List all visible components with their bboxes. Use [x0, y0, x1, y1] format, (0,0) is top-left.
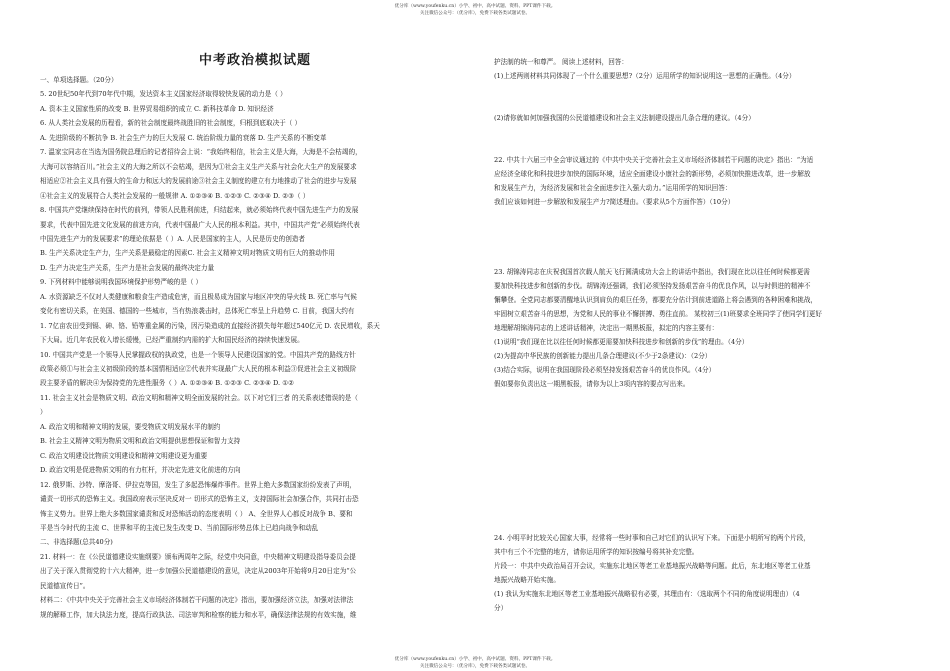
- text-line: 懈攀登。全党同志都要清醒地认识到肩负的艰巨任务，都要充分估计到前进道路上将会遇到的各种困难和挑战，: [494, 296, 818, 304]
- text-line: 5. 20世纪50年代到70年代中期，发达资本主义国家经济取得较快发展的动力是（ ）: [40, 90, 287, 99]
- text-line: 要加快科技进步和创新的步伐。胡锦涛还强调，我们必须坚持发扬艰苦奋斗的优良作风，以与时俱进的精神不: [494, 282, 811, 290]
- text-line: 1. 7亿亩农田受到镉、砷、铬、铅等重金属的污染，因污染造成的直接经济损失每年超过540亿元 D. 农民增收，系天: [40, 321, 380, 330]
- text-line: 护法制的统一和尊严。 阅读上述材料，回答：: [494, 58, 628, 66]
- text-line: 9. 下列材料中能够说明我国环境保护形势严峻的是（ ）: [40, 278, 203, 287]
- text-line: (3)结合实际，说明在我国现阶段必须坚持发扬艰苦奋斗的优良作风。（4分）: [494, 366, 716, 374]
- footer-line-1: 优分库（www.youfenku.cn）小学、初中、高中试题、资料、PPT课件下载。: [394, 657, 556, 662]
- text-line: 应经济全球化和科技进步加快的国际环境，适应全面建设小康社会的新形势，必须加快推进改革，进一步解放: [494, 170, 811, 178]
- text-line: 和发展生产力，为经济发展和社会全面进步注入强大动力。”运用所学的知识回答：: [494, 184, 732, 192]
- text-line: 牢固树立艰苦奋斗的思想，为党和人民的事业不懈拼搏、勇往直前。 某校初三(1)班要求全班同学了使同学们更好: [494, 310, 822, 318]
- text-line: 21. 材料一：在《公民道德建设实施纲要》颁布两周年之际，经党中央同意，中央精神文明建设指导委员会提: [40, 552, 356, 561]
- text-line: 分）: [494, 604, 508, 612]
- text-line: 地振兴战略开始实施。: [494, 576, 560, 584]
- exam-title: 中考政治模拟试题: [198, 53, 311, 68]
- text-line: B. 生产关系决定生产力，生产关系是最稳定的因素C. 社会主义精神文明对物质文明有巨大的推动作用: [40, 249, 335, 258]
- text-line: (2)为提高中华民族的创新能力提出几条合理建议(不少于2条建议)：（2分）: [494, 352, 712, 360]
- text-line: 10. 中国共产党是一个领导人民掌握政权的执政党，也是一个领导人民建设国家的党。中国共产党的路线方针: [40, 350, 356, 359]
- text-line: 假如要你负责出这一期黑板报，请你为以上3项内容的要点写出来。: [494, 380, 690, 388]
- text-line: 平是当今时代的主流 C、世界和平的主流已发生改变 D、当前国际形势总体上已趋向战争和动乱: [40, 523, 319, 532]
- text-line: D. 政治文明是促进物质文明的有力杠杆，并决定先进文化前进的方向: [40, 466, 241, 475]
- text-line: 24. 小明平时比较关心国家大事，经常将一些时事和自己对它们的认识写下来。下面是小明所写的两个片段，: [494, 534, 810, 542]
- text-line: B. 社会主义精神文明为物质文明和政治文明提供思想保证和智力支持: [40, 437, 241, 446]
- text-line: A. 水资源缺乏不仅对人类健康和粮食生产造成危害，而且极易成为国家与地区冲突的导火线 B. 死亡率与气候: [40, 292, 357, 301]
- page-header-watermark: [0, 3, 950, 17]
- text-line: 下大局。近几年农民收入增长缓慢，已经严重制约内需的扩大和国民经济的持续快速发展。: [40, 336, 304, 345]
- text-line: 片段一：中共中央政治局召开会议，实施东北地区等老工业基地振兴战略等问题。此后，东北地区等老工业基: [494, 562, 811, 570]
- text-line: 规的解释工作，加大执法力度，提高行政执法、司法审判和检察的能力和水平，确保法律法规的有效实施，维: [40, 610, 357, 619]
- text-line: 段主要矛盾的解决④为保持党的先进性服务（ ）A. ①②③④ B. ①②③ C. ②③④ D. ①②: [40, 379, 295, 388]
- text-line: 一、单项选择题。（20分）: [40, 76, 118, 84]
- text-line: 要求，代表中国先进文化发展的前进方向，代表中国最广大人民的根本利益。其中，中国共产党“必须始终代表: [40, 220, 360, 229]
- text-line: (1)上述两则材料共同体现了一个什么重要思想?（2分）运用所学的知识说明这一思想的正确性。（4分）: [494, 72, 796, 80]
- text-line: 我们应该如何进一步解放和发展生产力?简述理由。（要求从5个方面作答）（10分）: [494, 198, 735, 206]
- text-line: 出了关于深入贯彻党的十六大精神，进一步加强公民道德建设的意见，决定从2003年开始将9月20日定为“公: [40, 567, 357, 576]
- text-line: 变化有密切关系，在美国、德国的一些城市，当有热浪袭击时，总体死亡率呈上升趋势 C. 目前，我国大约有: [40, 307, 355, 316]
- text-line: (1) 我认为实施东北地区等老工业基地振兴战略很有必要，其理由有：（选取两个不同的角度说明理由）（4: [494, 590, 800, 598]
- text-line: 大海可以容纳百川。”社会主义的大海之所以不会枯竭，是因为①社会主义生产关系与社会化大生产的发展要求: [40, 162, 357, 171]
- text-line: 地理解胡锦涛同志的上述讲话精神，决定出一期黑板报，拟定的内容主要有：: [494, 324, 719, 332]
- text-line: 11. 社会主义社会是物质文明、政治文明和精神文明全面发展的社会。以下对它们三者 的关系表述错误的是（: [40, 393, 358, 402]
- header-line-1: 优分库（www.youfenku.cn）小学、初中、高中试题、资料、PPT课件下载。: [394, 4, 556, 9]
- text-line: C. 政治文明建设比物质文明建设和精神文明建设更为重要: [40, 451, 208, 460]
- text-line: 中国先进生产力的发展要求”的理论依据是（ ）A. 人民是国家的主人，人民是历史的创造者: [40, 234, 305, 243]
- text-line: 12. 俄罗斯、沙特、摩洛哥、伊拉克等国，发生了多起恐怖爆炸事件。世界上绝大多数国家纷纷发表了声明，: [40, 480, 356, 489]
- footer-line-2: 关注微信公众号：（优分库），免费下载各类试题试卷。: [419, 664, 531, 669]
- text-line: 7. 温家宝同志在当选为国务院总理后的记者招待会上说：“我始终相信，社会主义是大海，大海是不会枯竭的，: [40, 148, 362, 157]
- text-line: 8. 中国共产党继续保持在时代的前列，带领人民胜利前进，归结起来，就必须始终代表中国先进生产力的发展: [40, 206, 359, 215]
- page-footer-watermark: [0, 656, 950, 670]
- text-line: ）: [40, 408, 47, 417]
- text-line: 二、非选择题(总共40分): [40, 538, 113, 547]
- text-line: ④社会主义的发展符合人类社会发展的一般规律 A. ①②③④ B. ①②③ C. ②③④ D. ②③（ ）: [40, 191, 310, 200]
- text-line: 23. 胡锦涛同志在庆祝我国首次载人航天飞行圆满成功大会上的讲话中指出，我们现在比以往任何时候都更需: [494, 268, 810, 276]
- text-line: 其中有三个不完整的地方，请你运用所学的知识按编号将其补充完整。: [494, 548, 699, 556]
- text-line: 相适应②社会主义具有强大的生命力和远大的发展前途③社会主义制度的建立有力地推动了社会的进步与发展: [40, 177, 357, 186]
- text-line: A. 政治文明和精神文明的发展，要受物质文明发展水平的制约: [40, 422, 221, 431]
- text-line: 民道德宣传日”。: [40, 581, 90, 590]
- text-line: A. 资本主义国家性质的改变 B. 世界贸易组织的成立 C. 新科技革命 D. 知识经济: [40, 104, 274, 113]
- text-line: (2)请你就如何加强我国的公民道德建设和社会主义法制建设提出几条合理的建议。（4分）: [494, 114, 755, 122]
- text-line: 怖主义势力。世界上绝大多数国家谴责和反对恐怖活动的态度表明（ ） A、全世界人心都反对战争 B、要和: [40, 509, 353, 518]
- text-line: 材料二：《中共中央关于完善社会主义市场经济体制若干问题的决定》指出，要加强经济立法，加强对法律法: [40, 596, 354, 605]
- text-line: 22. 中共十六届三中全会审议通过的《中共中央关于完善社会主义市场经济体制若干问题的决定》指出：“为适: [494, 156, 814, 164]
- text-line: A. 先进阶级的不断抗争 B. 社会生产力的巨大发展 C. 统治阶级力量的衰落 D. 生产关系的不断变革: [40, 133, 327, 142]
- text-line: 6. 从人类社会发展的历程看，新的社会制度最终战胜旧的社会制度，归根到底取决于（ ）: [40, 119, 302, 128]
- header-line-2: 关注微信公众号：（优分库），免费下载各类试题试卷。: [419, 11, 531, 16]
- text-line: 谴责一切形式的恐怖主义。我国政府表示坚决反对一 切形式的恐怖主义，支持国际社会加强合作，共同打击恐: [40, 495, 359, 504]
- text-line: 政策必须①与社会主义初级阶段的基本国情相适应②代表并实现最广大人民的根本利益③促进社会主义初级阶: [40, 365, 357, 373]
- text-line: (1)说明“我们现在比以往任何时候都更需要加快科技进步和创新的步伐”的理由。（4分）: [494, 338, 749, 346]
- text-line: D. 生产力决定生产关系，生产力是社会发展的最终决定力量: [40, 263, 215, 272]
